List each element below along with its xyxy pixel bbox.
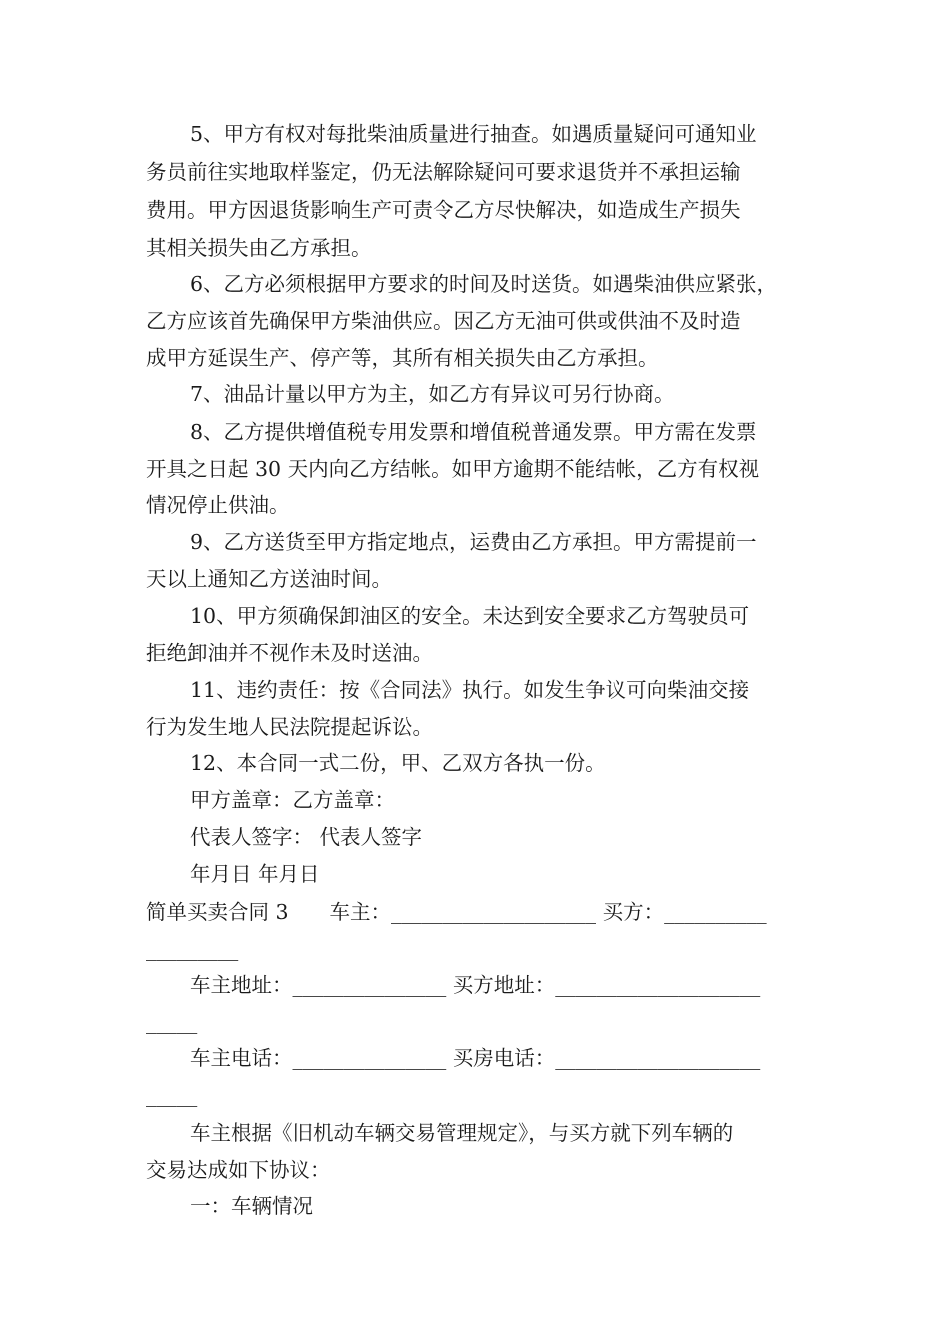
phone-line: 车主电话：_______________ 买房电话：____________________: [190, 1046, 761, 1070]
paragraph-line: 8、乙方提供增值税专用发票和增值税普通发票。甲方需在发票: [190, 420, 757, 444]
paragraph-line: 10、甲方须确保卸油区的安全。未达到安全要求乙方驾驶员可: [190, 604, 750, 628]
paragraph-line: 务员前往实地取样鉴定，仍无法解除疑问可要求退货并不承担运输: [146, 160, 741, 184]
paragraph-line: 7、油品计量以甲方为主，如乙方有异议可另行协商。: [190, 382, 675, 406]
blank-line: _____: [146, 1083, 198, 1107]
paragraph-line: 5、甲方有权对每批柴油质量进行抽查。如遇质量疑问可通知业: [190, 122, 757, 146]
paragraph-line: 拒绝卸油并不视作未及时送油。: [146, 641, 433, 665]
blank-line: _________: [146, 937, 239, 961]
paragraph-line: 11、违约责任：按《合同法》执行。如发生争议可向柴油交接: [190, 678, 750, 702]
blank-line: _____: [146, 1010, 198, 1034]
date-line: 年月日 年月日: [190, 862, 320, 886]
paragraph-line: 6、乙方必须根据甲方要求的时间及时送货。如遇柴油供应紧张，: [190, 272, 778, 296]
paragraph-line: 情况停止供油。: [146, 493, 290, 517]
contract-title-line: 简单买卖合同 3 车主：____________________ 买方：__________: [146, 900, 767, 924]
paragraph-line: 乙方应该首先确保甲方柴油供应。因乙方无油可供或供油不及时造: [146, 309, 741, 333]
paragraph-line: 天以上通知乙方送油时间。: [146, 567, 392, 591]
paragraph-line: 费用。甲方因退货影响生产可责令乙方尽快解决，如造成生产损失: [146, 198, 741, 222]
paragraph-line: 12、本合同一式二份，甲、乙双方各执一份。: [190, 751, 606, 775]
paragraph-line: 车主根据《旧机动车辆交易管理规定》，与买方就下列车辆的: [190, 1121, 734, 1145]
paragraph-line: 开具之日起 30 天内向乙方结帐。如甲方逾期不能结帐，乙方有权视: [146, 457, 760, 481]
signature-line: 代表人签字： 代表人签字: [190, 825, 423, 849]
signature-line: 甲方盖章：乙方盖章：: [190, 788, 395, 812]
section-heading: 一：车辆情况: [190, 1194, 313, 1218]
address-line: 车主地址：_______________ 买方地址：____________________: [190, 973, 761, 997]
paragraph-line: 成甲方延误生产、停产等，其所有相关损失由乙方承担。: [146, 346, 659, 370]
paragraph-line: 交易达成如下协议：: [146, 1158, 331, 1182]
paragraph-line: 行为发生地人民法院提起诉讼。: [146, 715, 433, 739]
paragraph-line: 其相关损失由乙方承担。: [146, 236, 372, 260]
paragraph-line: 9、乙方送货至甲方指定地点，运费由乙方承担。甲方需提前一: [190, 530, 757, 554]
